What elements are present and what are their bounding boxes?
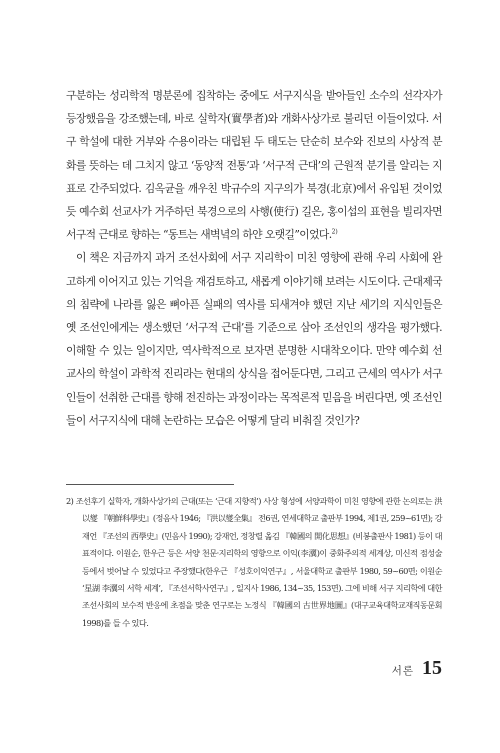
- paragraph-1-text: 구분하는 성리학적 명분론에 집착하는 중에도 서구지식을 받아들인 소수의 선각자가 등장했음을 강조했는데, 바로 실학자(實學者)와 개화사상가로 불리던 이들이었다. 서구 학설에 대한 거부와 수용이라는 대립된 두 태도는 단순히 보수와 진보의 사상적 분화를 뜻하는 데 그치지 않고 ‘동양적 전통’과 ‘서구적 근대’의 근원적 분기를 알리는 지표로 간주되었다. 김옥균을 깨우친 박규수의 지구의가 북경(北京)에서 유입된 것이었듯 예수회 선교사가 거주하던 북경으로의 사행(使行) 길은, 홍이섭의 표현을 빌리자면 서구적 근대로 향하는 “동트는 새벽녘의 하얀 오랫길”이었다.: [66, 89, 442, 242]
- footnote-2: [66, 493, 442, 632]
- footnote-text: 조선후기 실학자, 개화사상가의 근대(또는 ‘근대 지향적’) 사상 형성에 서양과학이 미친 영향에 관한 논의로는 洪以燮 『朝鮮科學史』(정음사 1946; 『洪以燮全集』 전6권, 연세대학교 출판부 1994, 제1권, 259~61면); 강재언 『조선의 西學史』(민음사 1990); 강재언, 정창렬 옮김 『韓國의 開化思想』(비봉출판사 1981) 등이 대표적이다. 이원순, 한우근 등은 서양 천문·지리학의 영향으로 이익(李瀷)이 중화주의적 세계상, 미신적 점성술 등에서 벗어날 수 있었다고 주장했다(한우근 『성호이익연구』, 서울대학교 출판부 1980, 59~60면; 이원순 ‘星湖 李瀷의 서학 세계’, 『조선서학사연구』, 일지사 1986, 134~35, 153면). 그에 비해 서구 지리학에 대한 조선사회의 보수적 반응에 초점을 맞춘 연구로는 노정식 『韓國의 古世界地圖』(대구교육대학교재직동문회 1998)를 들 수 있다.: [75, 496, 442, 628]
- section-title: 서론: [391, 665, 414, 677]
- paragraph-2: [66, 246, 442, 432]
- footnote-ref-2[interactable]: 2): [331, 228, 338, 236]
- paragraph-2-text: 이 책은 지금까지 과거 조선사회에 서구 지리학이 미친 영향에 관해 우리 사회에 완고하게 이어지고 있는 기억을 재검토하고, 새롭게 이야기해 보려는 시도이다. 근대제국의 침략에 나라를 잃은 뼈아픈 실패의 역사를 되새겨야 했던 지난 세기의 지식인들은 옛 조선인에게는 생소했던 ‘서구적 근대’를 기준으로 삼아 조선인의 생각을 평가했다. 이해할 수 있는 일이지만, 역사학적으로 보자면 분명한 시대착오이다. 만약 예수회 선교사의 학설이 과학적 진리라는 현대의 상식을 접어둔다면, 그리고 근세의 역사가 서구인들이 선취한 근대를 향해 전진하는 과정이라는 목적론적 믿음을 버린다면, 옛 조선인들이 서구지식에 대해 논란하는 모습은 어떻게 달리 비춰질 것인가?: [66, 251, 442, 427]
- paragraph-1: [66, 84, 442, 246]
- body-text: [66, 84, 442, 432]
- footnote-divider: [66, 484, 234, 485]
- running-footer: [392, 657, 442, 680]
- page-number: 15: [422, 657, 442, 679]
- footnote-number: 2): [66, 496, 74, 506]
